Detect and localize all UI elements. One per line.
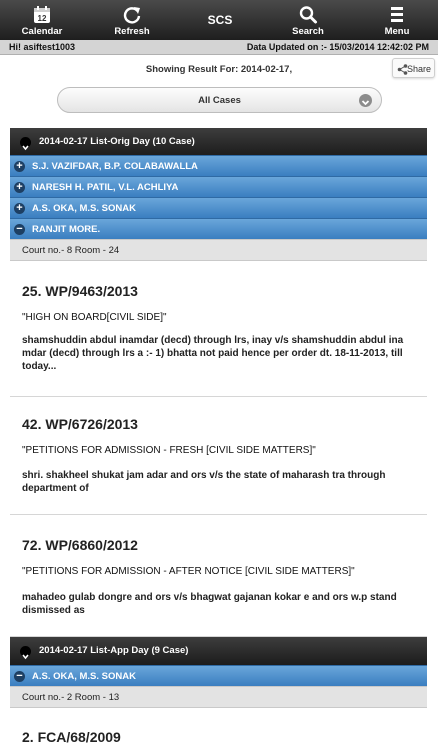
user-greeting: Hi! asiftest1003 — [9, 42, 76, 52]
court-room-text: Court no.- 8 Room - 24 — [22, 245, 120, 256]
share-button[interactable] — [392, 58, 435, 78]
showing-result-text: Showing Result For: 2014-02-17, — [145, 64, 293, 75]
judge-bench-name: A.S. OKA, M.S. SONAK — [32, 203, 136, 214]
top-nav-bar — [0, 0, 438, 40]
case-number: 25. WP/9463/2013 — [22, 283, 138, 299]
minus-icon: − — [14, 671, 25, 682]
court-room-label — [10, 686, 427, 708]
judge-bench-name: RANJIT MORE. — [32, 224, 101, 235]
judge-bench-name: A.S. OKA, M.S. SONAK — [32, 671, 136, 682]
app-title: SCS — [207, 13, 233, 27]
minus-icon: − — [14, 224, 25, 235]
case-item[interactable] — [10, 515, 427, 637]
judge-bench-row[interactable] — [10, 176, 427, 197]
case-item[interactable] — [10, 397, 427, 515]
menu-icon — [387, 5, 407, 25]
plus-icon: + — [14, 203, 25, 214]
group-title: 2014-02-17 List-Orig Day (10 Case) — [39, 136, 195, 147]
refresh-button[interactable] — [104, 0, 160, 40]
group-header-app-day[interactable] — [10, 637, 427, 665]
case-board: "PETITIONS FOR ADMISSION - AFTER NOTICE [CIVIL SIDE MATTERS]" — [22, 566, 355, 577]
case-filter-value: All Cases — [198, 95, 241, 106]
case-description: shri. shakheel shukat jam adar and ors v/s the state of maharash tra through department of — [22, 470, 386, 494]
chevron-down-icon — [20, 137, 31, 148]
case-number: 42. WP/6726/2013 — [22, 416, 138, 432]
judge-bench-row[interactable] — [10, 665, 427, 686]
menu-label: Menu — [384, 26, 410, 37]
search-label: Search — [292, 26, 324, 37]
menu-button[interactable] — [372, 0, 422, 40]
case-filter-select[interactable] — [57, 87, 382, 113]
judge-bench-row[interactable] — [10, 197, 427, 218]
calendar-button[interactable] — [12, 0, 72, 40]
judge-bench-name: S.J. VAZIFDAR, B.P. COLABAWALLA — [32, 161, 198, 172]
case-item[interactable] — [10, 261, 427, 397]
search-icon — [298, 5, 318, 25]
court-room-label — [10, 239, 427, 261]
chevron-down-icon — [20, 646, 31, 657]
group-header-orig-day[interactable] — [10, 128, 427, 156]
case-number: 2. FCA/68/2009 — [22, 729, 121, 745]
share-label: Share — [406, 64, 431, 74]
case-board: "HIGH ON BOARD[CIVIL SIDE]" — [22, 312, 167, 323]
data-updated-text: Data Updated on :- 15/03/2014 12:42:02 PM — [246, 42, 429, 52]
case-item[interactable] — [10, 708, 427, 750]
judge-bench-row[interactable] — [10, 218, 427, 239]
case-description: mahadeo gulab dongre and ors v/s bhagwat gajanan kokar e and ors w.p stand dismissed as — [22, 592, 397, 616]
court-room-text: Court no.- 2 Room - 13 — [22, 692, 120, 703]
calendar-day: 12 — [37, 14, 47, 23]
search-button[interactable] — [282, 0, 334, 40]
case-description: shamshuddin abdul inamdar (decd) through lrs, inay v/s shamshuddin abdul ina mdar (decd) through lrs a :- 1) bhatta not paid hence per order dt. 18-11-2013, till today... — [22, 335, 404, 372]
plus-icon: + — [14, 161, 25, 172]
group-title: 2014-02-17 List-App Day (9 Case) — [39, 645, 189, 656]
refresh-icon — [122, 5, 142, 25]
case-board: "PETITIONS FOR ADMISSION - FRESH [CIVIL SIDE MATTERS]" — [22, 445, 316, 456]
chevron-down-icon — [359, 94, 372, 107]
calendar-icon — [32, 5, 52, 25]
case-list — [10, 128, 427, 750]
calendar-label: Calendar — [21, 26, 63, 37]
plus-icon: + — [14, 182, 25, 193]
status-bar — [0, 40, 438, 55]
judge-bench-name: NARESH H. PATIL, V.L. ACHLIYA — [32, 182, 179, 193]
share-icon — [397, 64, 408, 75]
refresh-label: Refresh — [114, 26, 150, 37]
case-number: 72. WP/6860/2012 — [22, 537, 138, 553]
judge-bench-row[interactable] — [10, 155, 427, 176]
